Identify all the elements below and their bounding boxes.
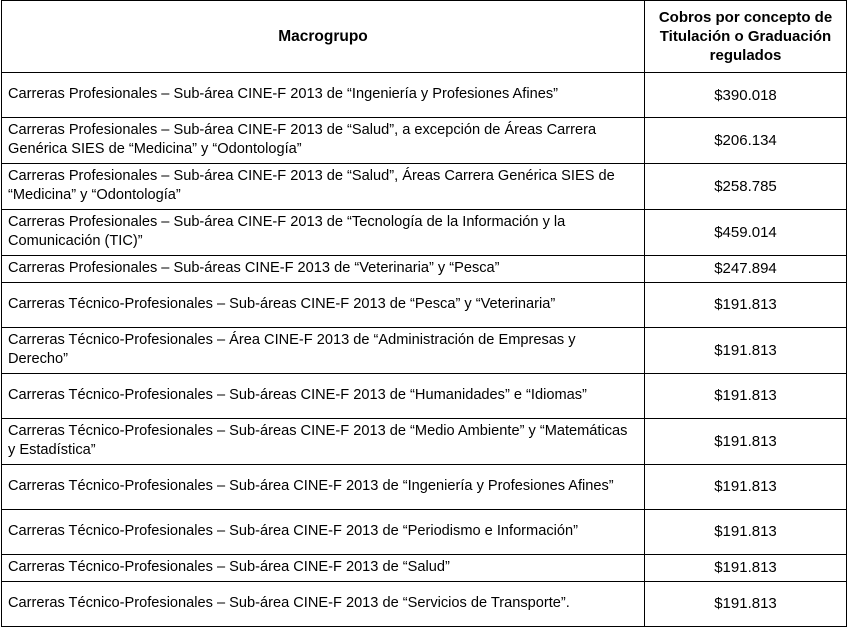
cell-macrogrupo: Carreras Técnico-Profesionales – Sub-área CINE-F 2013 de “Periodismo e Información”	[2, 509, 645, 554]
cell-macrogrupo: Carreras Técnico-Profesionales – Sub-área CINE-F 2013 de “Salud”	[2, 554, 645, 581]
table-body	[2, 73, 847, 627]
cell-macrogrupo: Carreras Profesionales – Sub-área CINE-F 2013 de “Tecnología de la Información y la Comunicación (TIC)”	[2, 209, 645, 255]
cell-macrogrupo: Carreras Profesionales – Sub-área CINE-F 2013 de “Salud”, a excepción de Áreas Carrera Genérica SIES de “Medicina” y “Odontología”	[2, 118, 645, 164]
table-row	[2, 554, 847, 581]
cell-macrogrupo: Carreras Profesionales – Sub-área CINE-F 2013 de “Ingeniería y Profesiones Afines”	[2, 73, 645, 118]
cell-fee: $247.894	[645, 255, 847, 282]
table-row	[2, 418, 847, 464]
table-row	[2, 73, 847, 118]
cell-fee: $191.813	[645, 282, 847, 327]
cell-macrogrupo: Carreras Técnico-Profesionales – Área CINE-F 2013 de “Administración de Empresas y Derecho”	[2, 327, 645, 373]
cell-fee: $191.813	[645, 418, 847, 464]
header-macrogrupo: Macrogrupo	[2, 1, 645, 73]
cell-fee: $191.813	[645, 373, 847, 418]
cell-macrogrupo: Carreras Técnico-Profesionales – Sub-áreas CINE-F 2013 de “Medio Ambiente” y “Matemáticas y Estadística”	[2, 418, 645, 464]
table-row	[2, 373, 847, 418]
fees-table	[1, 0, 847, 627]
table-row	[2, 118, 847, 164]
cell-macrogrupo: Carreras Técnico-Profesionales – Sub-área CINE-F 2013 de “Servicios de Transporte”.	[2, 581, 645, 626]
table-row	[2, 581, 847, 626]
table-row	[2, 209, 847, 255]
table-row	[2, 163, 847, 209]
cell-macrogrupo: Carreras Técnico-Profesionales – Sub-áreas CINE-F 2013 de “Pesca” y “Veterinaria”	[2, 282, 645, 327]
cell-fee: $258.785	[645, 163, 847, 209]
cell-fee: $191.813	[645, 509, 847, 554]
cell-macrogrupo: Carreras Profesionales – Sub-área CINE-F 2013 de “Salud”, Áreas Carrera Genérica SIES de “Medicina” y “Odontología”	[2, 163, 645, 209]
header-cobros: Cobros por concepto de Titulación o Graduación regulados	[645, 1, 847, 73]
table-header	[2, 1, 847, 73]
cell-fee: $459.014	[645, 209, 847, 255]
cell-macrogrupo: Carreras Profesionales – Sub-áreas CINE-F 2013 de “Veterinaria” y “Pesca”	[2, 255, 645, 282]
cell-fee: $191.813	[645, 327, 847, 373]
cell-fee: $206.134	[645, 118, 847, 164]
table-row	[2, 282, 847, 327]
cell-macrogrupo: Carreras Técnico-Profesionales – Sub-áreas CINE-F 2013 de “Humanidades” e “Idiomas”	[2, 373, 645, 418]
table-row	[2, 509, 847, 554]
table-row	[2, 255, 847, 282]
header-row	[2, 1, 847, 73]
cell-fee: $191.813	[645, 581, 847, 626]
table-row	[2, 464, 847, 509]
cell-fee: $390.018	[645, 73, 847, 118]
cell-fee: $191.813	[645, 554, 847, 581]
cell-macrogrupo: Carreras Técnico-Profesionales – Sub-área CINE-F 2013 de “Ingeniería y Profesiones Afines”	[2, 464, 645, 509]
table-row	[2, 327, 847, 373]
cell-fee: $191.813	[645, 464, 847, 509]
